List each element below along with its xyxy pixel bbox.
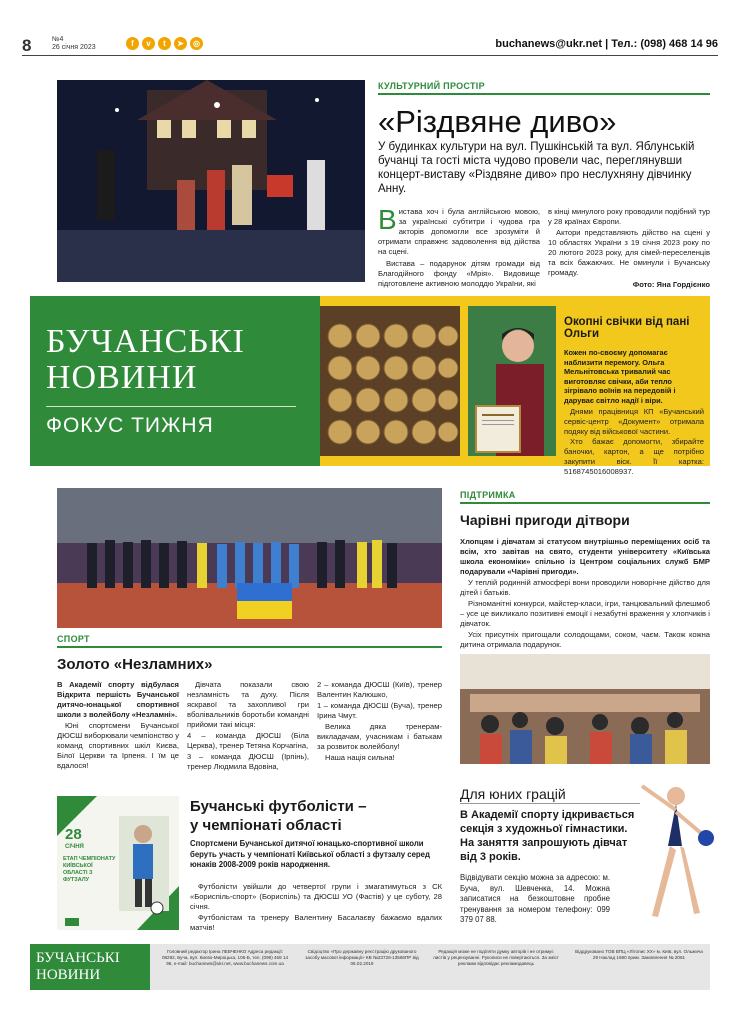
focus-band-green bbox=[30, 296, 320, 466]
article-title-gymnastics: Для юних грацій bbox=[460, 786, 566, 802]
article-text: Вистава – подарунок дітям громади від Благодійного фонду «Мрія». Видовище підготовлене активною молоддю України, які bbox=[378, 259, 540, 288]
footer-logo-line2: НОВИНИ bbox=[36, 967, 101, 983]
article-text: Актори представляють дійство на сцені у 10 областях України з 19 січня 2023 року по 20 лютого 2023 року, для сімей-переселенців та всіх бажаючих. Не оминули і Бучанську громаду. bbox=[548, 228, 710, 277]
viber-icon[interactable]: v bbox=[142, 37, 155, 50]
volleyball-col2 bbox=[187, 680, 309, 773]
section-line-culture bbox=[378, 93, 710, 95]
article-text: Усіх присутніх пригощали солодощами, соком, чаєм. Також кожна дитина отримала подарунок. bbox=[460, 630, 710, 649]
volleyball-photo bbox=[57, 488, 442, 628]
article-text: 3 – команда ДЮСШ (Ірпінь), тренер Людмила Вдовіна, bbox=[187, 752, 309, 771]
kids-article-body bbox=[460, 537, 710, 651]
issue-number: №4 bbox=[52, 36, 64, 43]
article-text: Юні спортсмени Бучанської ДЮСШ виборювали чемпіонство у команд спортивних шкіл Києва, Білої Церкви та Ірпеня. І їм це вдалося! bbox=[57, 721, 179, 770]
dropcap: В bbox=[378, 204, 397, 235]
football-body bbox=[190, 882, 442, 934]
kids-lead: Хлопцям і дівчатам зі статусом внутрішньо переміщених осіб та всім, хто завітав на свято, студенти університету «Київська школа економіки» спільно із Центром соціальних служб БМР подарували «Чарівні пригоди». bbox=[460, 537, 710, 576]
footer-disclaimer: Редакція може не поділяти думку авторів і не отримує листів у рецензуванні. Рукописи не повертаються. За зміст реклами відповідає рекламодавець bbox=[433, 949, 559, 966]
band-subtitle: ФОКУС ТИЖНЯ bbox=[46, 414, 214, 437]
candles-story-lead: Кожен по-своєму допомагає наблизити перемогу. Ольга Мельнітовська тривалий час виготовляє свічки, аби тепло зігрівало воїнів на передовій і даруває світло надії і віри. bbox=[564, 348, 676, 405]
section-line-sport bbox=[57, 646, 442, 648]
band-title-line2: НОВИНИ bbox=[46, 359, 198, 396]
article-text: Різноманітні конкурси, майстер-класи, ігри, танцювальний флешмоб – усе це викликало позитивні емоції і незабутні враження у хлопчиків і дівчаток. bbox=[460, 599, 711, 628]
article-text: У теплій родинній атмосфері вони проводили новорічне дійство для дітей і батьків. bbox=[460, 578, 710, 597]
article-text: Футболісти увійшли до четвертої групи і змагатимуться з СК «Бориспіль-спорт» (Бориспіль) та ДЮСШ УО (Фастів) у це суботу, 28 січня. bbox=[190, 882, 442, 911]
poster-month: СІЧНЯ bbox=[65, 844, 84, 850]
football-title-line1: Бучанські футболісти – bbox=[190, 798, 367, 815]
article-text: в кінці минулого року проводили подібний тур у 28 країнах Європи. bbox=[548, 207, 710, 226]
poster-text: ЕТАП ЧЕМПІОНАТУ КИЇВСЬКОЇ ОБЛАСТІ З ФУТЗАЛУ bbox=[63, 856, 116, 883]
footer-editor-info: Головний редактор Ірина ЛЕВЧЕНКО Адреса редакції: 08292, Буча, вул. Києво-Мироцька, 106-Б, тел. (098) 468 14 96, e-mail: buchanews@ukr.net, www.buchanews.com.ua bbox=[161, 949, 289, 966]
header-contact: buchanews@ukr.net | Тел.: (098) 468 14 96 bbox=[495, 38, 718, 50]
section-line-support bbox=[460, 502, 710, 504]
candles-story-text: Хто бажає допомогти, збирайте баночки, картон, а ще потрібно закупити віск. Її картка: 5168745016008937. bbox=[564, 437, 704, 476]
gymnastics-body: Відвідувати секцію можна за адресою: м. Буча, вул. Шевченка, 14. Можна записатися на безкоштовне пробне тренування за номером телефону: 099 379 07 88. bbox=[460, 873, 610, 924]
article-lead-christmas: У будинках культури на вул. Пушкінській та вул. Яблунській бучанці та гості міста чудово провели час, переглянувши концерт-виставу «Різдвяне диво» про неслухняну дівчинку Анну. bbox=[378, 141, 695, 195]
article-col2-christmas bbox=[548, 207, 710, 291]
gymnastics-lead: В Академії спорту ідкривається секція з художньої гімнастики. На заняття запрошують дівчат від 3 років. bbox=[460, 809, 635, 863]
footer bbox=[30, 944, 710, 990]
footer-print-info: Віддруковано ТОВ ВПЦ «Літопис ХХ» м. Київ, вул. Ольжича 29 Наклад 1690 прим. Замовлення № 2061 bbox=[575, 949, 703, 960]
article-title-kids: Чарівні пригоди дітвори bbox=[460, 512, 630, 528]
footer-logo-line1: БУЧАНСЬКІ bbox=[36, 950, 120, 966]
article-text: истава хоч і була англійською мовою, за українські субтитри і чудова гра акторів допомогли все зрозуміти й отримати справжнє задоволення від дійства на сцені. bbox=[378, 207, 540, 256]
volleyball-lead: В Академії спорту відбулася Відкрита першість Бучанської дитячо-юнацької спортивної школи з волейболу «Незламні». bbox=[57, 680, 179, 719]
article-title-christmas: «Різдвяне диво» bbox=[378, 104, 617, 139]
article-col1-christmas bbox=[378, 204, 540, 290]
facebook-icon[interactable]: f bbox=[126, 37, 139, 50]
article-text: Футболістам та тренеру Валентину Басалаєву бажаємо вдалих матчів! bbox=[190, 913, 442, 932]
issue-info bbox=[52, 36, 96, 52]
article-title-football bbox=[190, 797, 366, 835]
article-text: 4 – команда ДЮСШ (Біла Церква), тренер Тетяна Корчагіна, bbox=[187, 731, 309, 750]
article-text: Дівчата показали свою незламність та духу. Після яскравої та захопливої гри вболівальників боротьби командні прийоми такі місця: bbox=[187, 680, 309, 729]
twitter-icon[interactable]: t bbox=[158, 37, 171, 50]
candles-story-title: Окопні свічки від пані Ольги bbox=[564, 316, 690, 340]
gymnast-illustration bbox=[622, 776, 718, 926]
photo-credit: Фото: Яна Гордієнко bbox=[632, 280, 710, 289]
band-title bbox=[46, 324, 245, 396]
social-icons bbox=[126, 37, 203, 50]
theater-photo bbox=[57, 80, 365, 282]
article-text: 2 – команда ДЮСШ (Київ), тренер Валентин Калюшко, bbox=[317, 680, 442, 699]
focus-band bbox=[30, 296, 710, 476]
focus-band-yellow bbox=[320, 296, 710, 476]
section-label-culture: КУЛЬТУРНИЙ ПРОСТІР bbox=[378, 81, 485, 91]
section-line-gymnastics bbox=[460, 803, 640, 804]
poster-date: 28 bbox=[65, 826, 82, 843]
header-divider bbox=[22, 55, 718, 56]
telegram-icon[interactable]: ➤ bbox=[174, 37, 187, 50]
footer-registration: Свідоцтво «Про державну реєстрацію друкованого засобу масової інформації» КВ №23726-13566ПР від 06.02.2019 bbox=[305, 949, 419, 966]
volleyball-col3 bbox=[317, 680, 442, 764]
olga-photo bbox=[468, 306, 556, 456]
article-text: Велика дяка тренерам-викладачам, учасникам і батькам за розвиток волейболу! bbox=[317, 722, 442, 751]
issue-date: 26 січня 2023 bbox=[52, 44, 96, 51]
article-title-volleyball: Золото «Незламних» bbox=[57, 656, 213, 673]
football-title-line2: у чемпіонаті області bbox=[190, 817, 342, 834]
band-separator bbox=[46, 406, 296, 407]
volleyball-col1 bbox=[57, 680, 179, 772]
football-lead: Спортсмени Бучанської дитячої юнацько-спортивної школи беруть участь у чемпіонаті Київської області з футзалу серед юнаків 2008-2009 років народження. bbox=[190, 839, 430, 869]
band-title-line1: БУЧАНСЬКІ bbox=[46, 323, 245, 360]
page-number: 8 bbox=[22, 36, 32, 55]
futsal-poster bbox=[57, 796, 179, 930]
candles-story-text: Днями працівниця КП «Бучанський сервіс-центр «Документ» отримала подяку від військової частини. bbox=[564, 407, 704, 436]
footer-logo bbox=[30, 944, 150, 990]
instagram-icon[interactable]: ◎ bbox=[190, 37, 203, 50]
article-text: 1 – команда ДЮСШ (Буча), тренер Ірина Чмут. bbox=[317, 701, 442, 720]
section-label-support: ПІДТРИМКА bbox=[460, 490, 516, 500]
candles-story bbox=[564, 316, 704, 477]
kids-event-photo bbox=[460, 654, 710, 764]
article-text: Наша нація сильна! bbox=[325, 753, 395, 762]
candles-photo bbox=[320, 306, 460, 456]
section-label-sport: СПОРТ bbox=[57, 634, 90, 644]
